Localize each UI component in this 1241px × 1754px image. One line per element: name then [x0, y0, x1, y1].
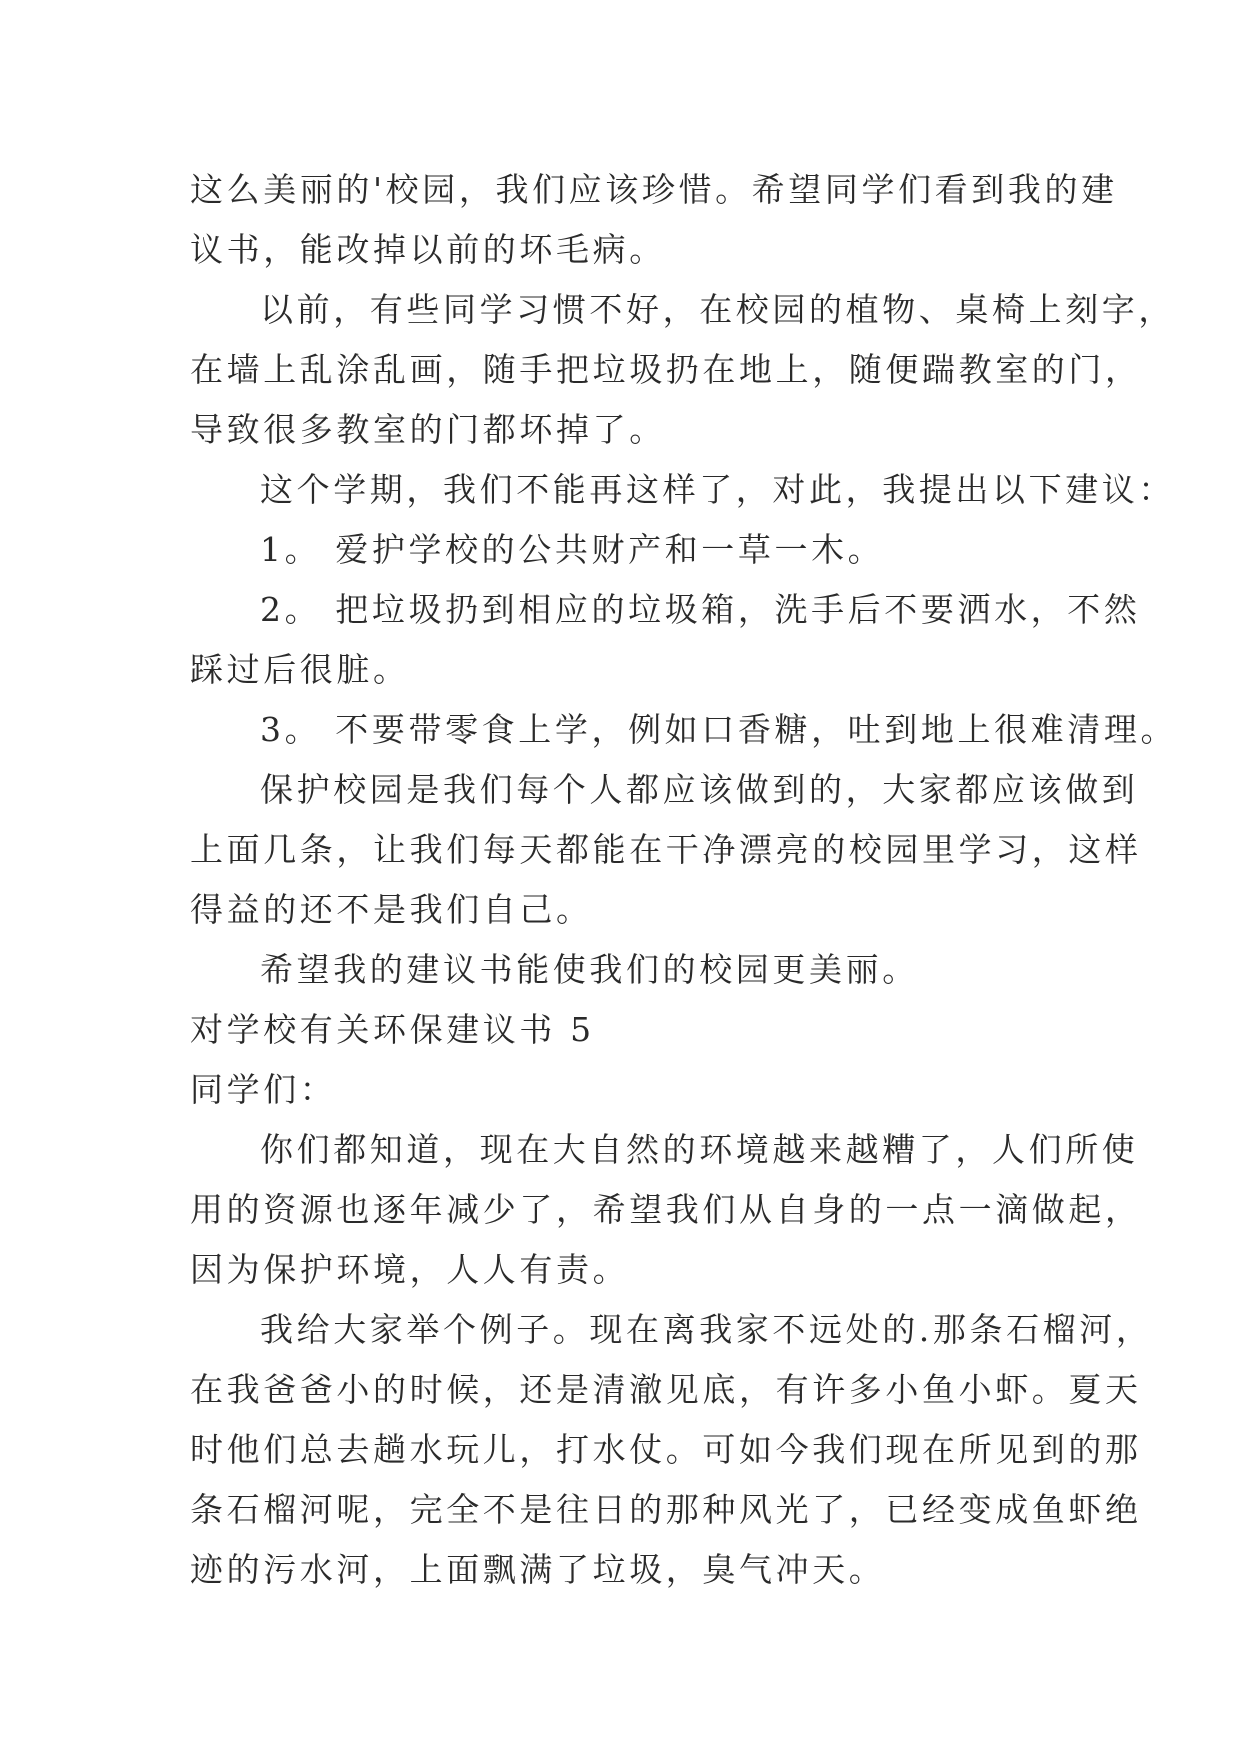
- text-line: 同学们：: [190, 1070, 337, 1109]
- text-line: 迹的污水河，上面飘满了垃圾，臭气冲天。: [190, 1550, 886, 1589]
- text-line: 时他们总去趟水玩儿，打水仗。可如今我们现在所见到的那: [190, 1430, 1142, 1469]
- text-line: 因为保护环境，人人有责。: [190, 1250, 630, 1289]
- text-line: 对学校有关环保建议书 5: [190, 1010, 595, 1049]
- text-line: 条石榴河呢，完全不是往日的那种风光了，已经变成鱼虾绝: [190, 1490, 1142, 1529]
- text-line: 在墙上乱涂乱画，随手把垃圾扔在地上，随便踹教室的门，: [190, 350, 1142, 389]
- text-line: 保护校园是我们每个人都应该做到的，大家都应该做到: [260, 770, 1139, 809]
- text-line: 这个学期，我们不能再这样了，对此，我提出以下建议：: [260, 470, 1175, 509]
- text-line: 在我爸爸小的时候，还是清澈见底，有许多小鱼小虾。夏天: [190, 1370, 1142, 1409]
- text-line: 你们都知道，现在大自然的环境越来越糟了，人们所使: [260, 1130, 1139, 1169]
- text-line: 这么美丽的'校园，我们应该珍惜。希望同学们看到我的建: [190, 170, 1118, 209]
- text-line: 2。 把垃圾扔到相应的垃圾箱，洗手后不要洒水，不然: [260, 590, 1141, 629]
- document-body: [190, 160, 1178, 1600]
- text-line: 以前，有些同学习惯不好，在校园的植物、桌椅上刻字，: [260, 290, 1175, 329]
- text-line: 1。 爱护学校的公共财产和一草一木。: [260, 530, 885, 569]
- text-line: 希望我的建议书能使我们的校园更美丽。: [260, 950, 919, 989]
- text-line: 3。 不要带零食上学，例如口香糖，吐到地上很难清理。: [260, 710, 1178, 749]
- text-line: 得益的还不是我们自己。: [190, 890, 593, 929]
- text-line: 上面几条，让我们每天都能在干净漂亮的校园里学习，这样: [190, 830, 1142, 869]
- text-line: 我给大家举个例子。现在离我家不远处的.那条石榴河，: [260, 1310, 1153, 1349]
- text-line: 用的资源也逐年减少了，希望我们从自身的一点一滴做起，: [190, 1190, 1142, 1229]
- text-line: 踩过后很脏。: [190, 650, 410, 689]
- text-line: 议书，能改掉以前的坏毛病。: [190, 230, 666, 269]
- text-line: 导致很多教室的门都坏掉了。: [190, 410, 666, 449]
